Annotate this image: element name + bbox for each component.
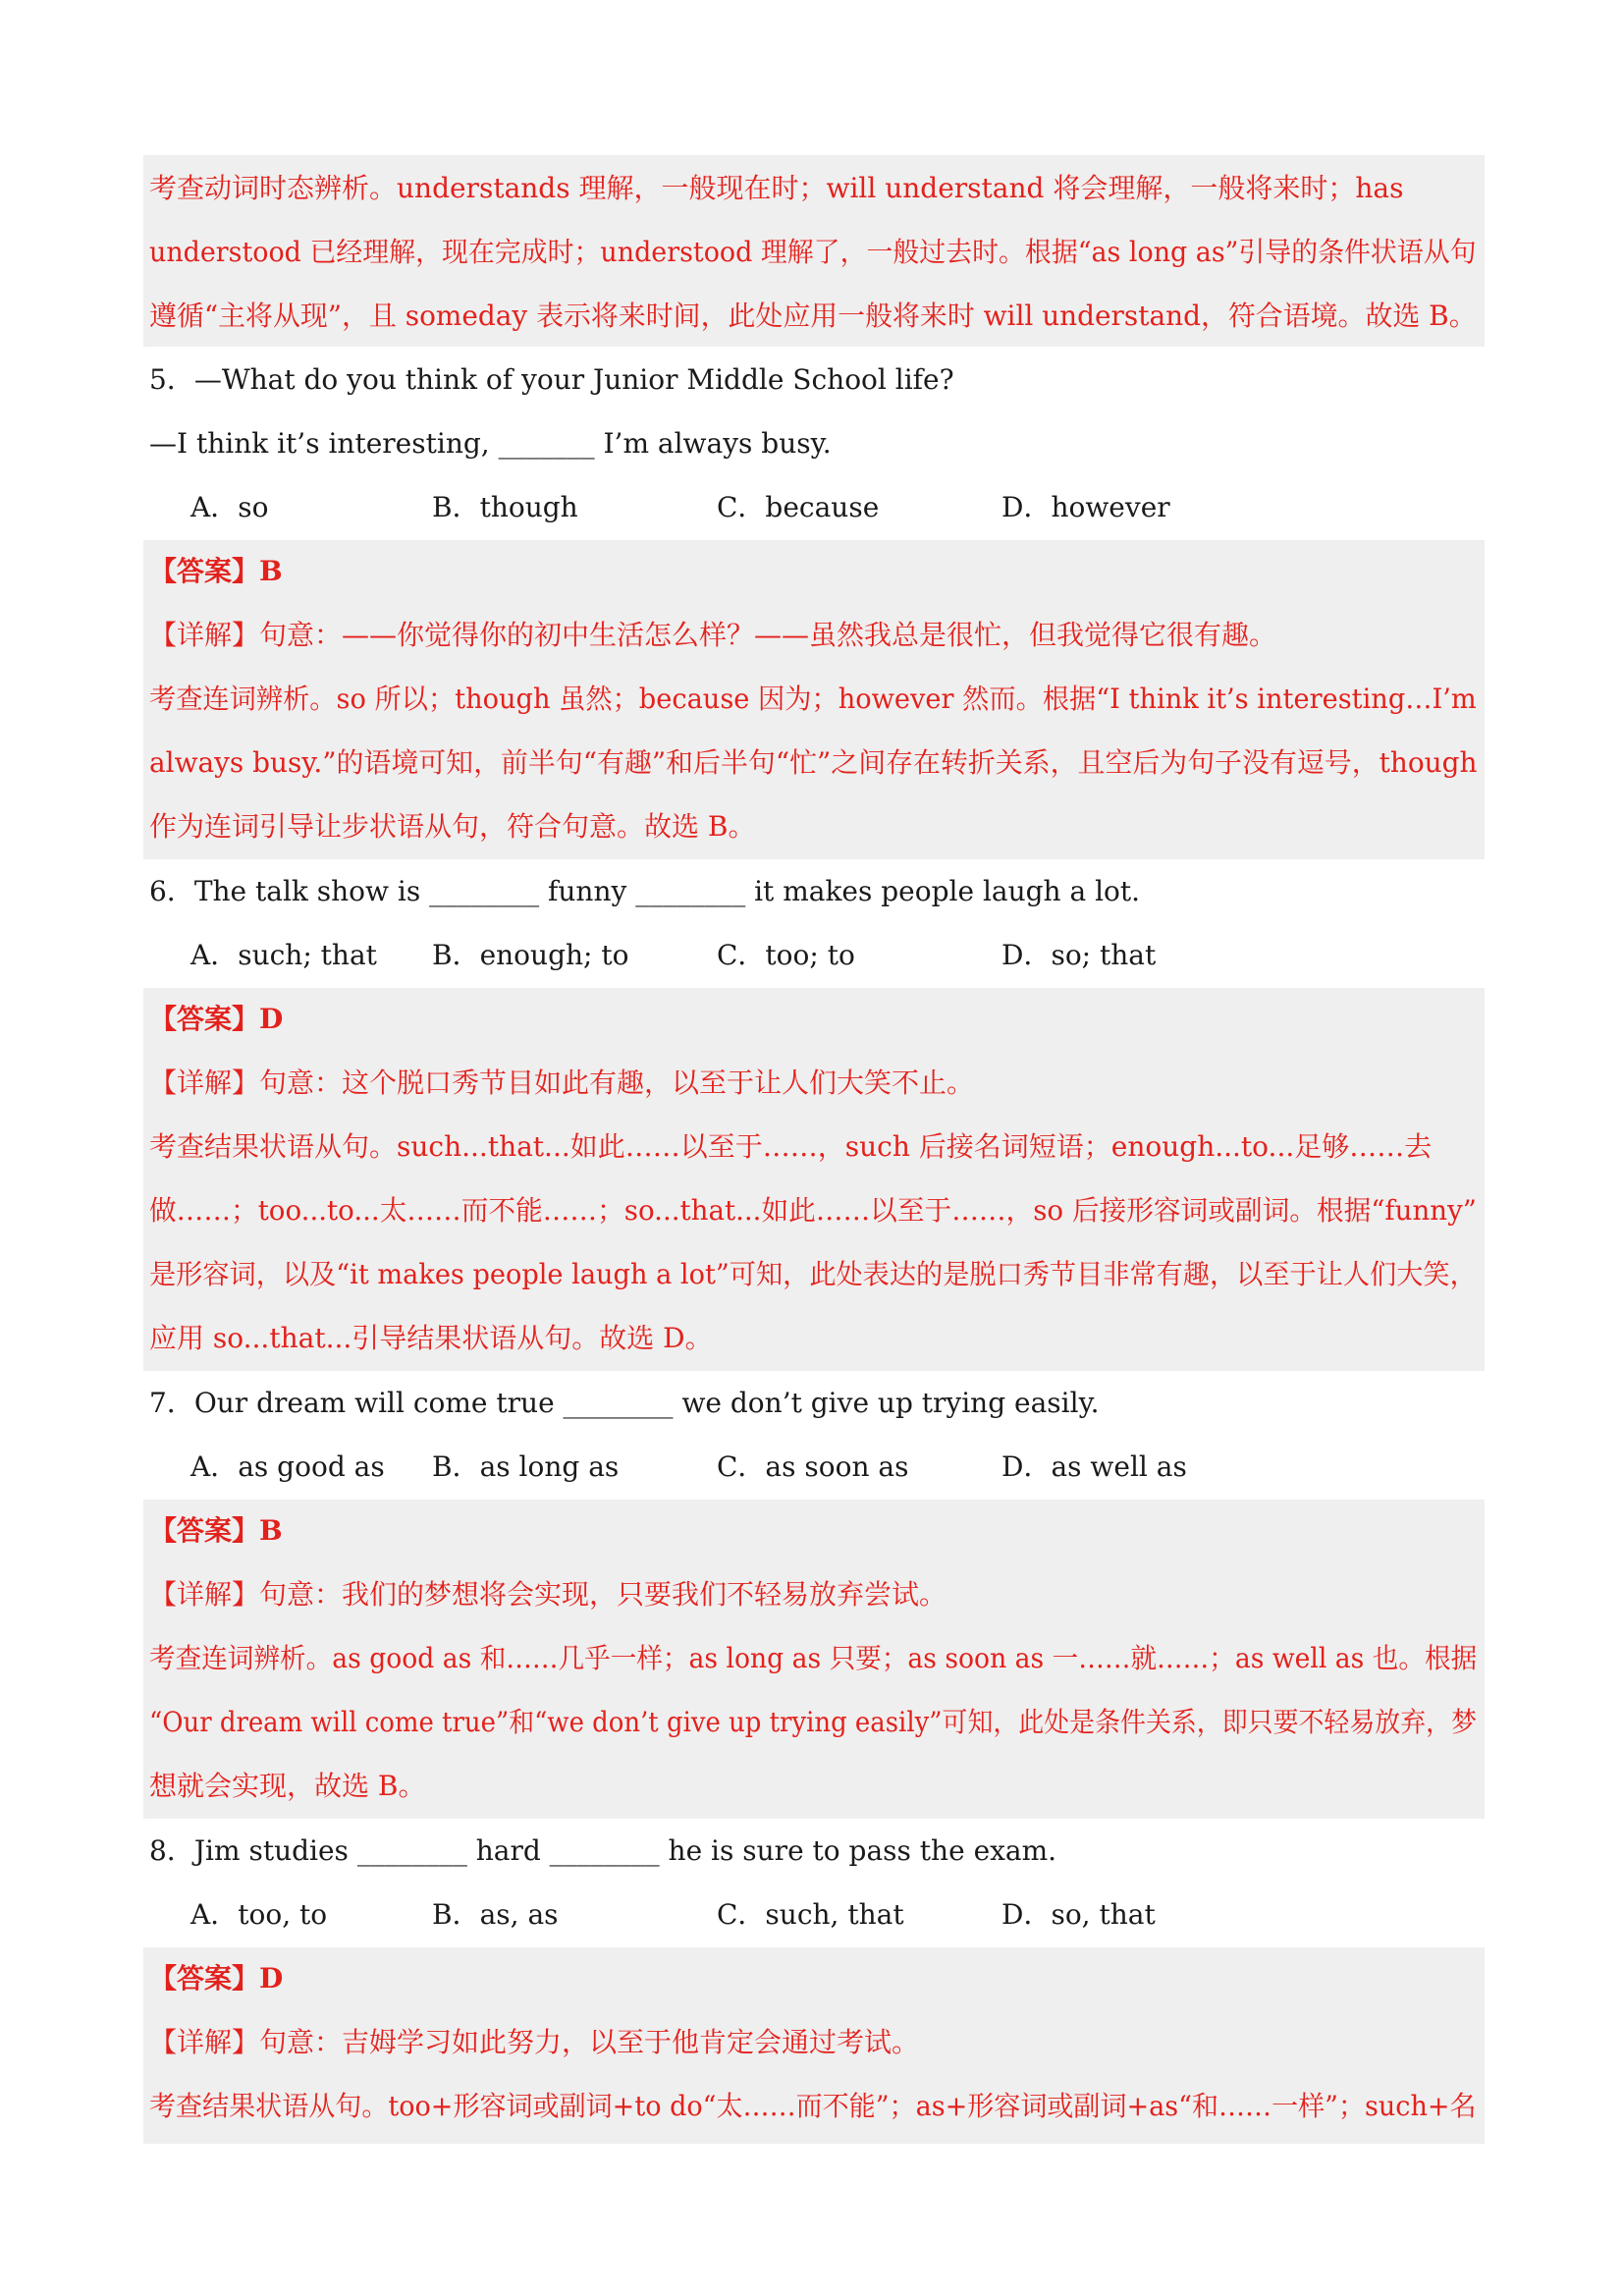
question-7-explanation-line-1: 考查连词辨析。as good as 和……几乎一样；as long as 只要；as soon as 一……就……；as well as 也。根据	[149, 1642, 1478, 1674]
question-6-option-a: A．such; that	[190, 939, 377, 971]
question-7-option-b: B．as long as	[432, 1450, 620, 1483]
question-7-option-c: C．as soon as	[717, 1450, 909, 1483]
question-6-stem: 6．The talk show is ________ funny ________ it makes people laugh a lot.	[149, 875, 1141, 907]
question-8-detail: 【详解】句意：吉姆学习如此努力，以至于他肯定会通过考试。	[149, 2026, 920, 2058]
intro-explanation-line-3: 遵循“主将从现”，且 someday 表示将来时间，此处应用一般将来时 will understand，符合语境。故选 B。	[149, 300, 1477, 332]
question-7-option-a: A．as good as	[190, 1450, 385, 1483]
question-6-detail: 【详解】句意：这个脱口秀节目如此有趣，以至于让人们大笑不止。	[149, 1066, 975, 1099]
question-6-explanation-line-2: 做……；too...to...太……而不能……；so...that...如此……以至于……，so 后接形容词或副词。根据“funny”	[149, 1194, 1477, 1227]
question-6-option-b: B．enough; to	[432, 939, 629, 971]
question-7-stem: 7．Our dream will come true ________ we don’t give up trying easily.	[149, 1387, 1100, 1419]
question-6-answer: 【答案】D	[149, 1003, 284, 1035]
question-5-option-d: D．however	[1001, 491, 1170, 523]
question-8-stem: 8．Jim studies ________ hard ________ he is sure to pass the exam.	[149, 1834, 1057, 1867]
question-8-option-b: B．as, as	[432, 1898, 559, 1931]
question-8-answer: 【答案】D	[149, 1962, 284, 1995]
question-7-option-d: D．as well as	[1001, 1450, 1187, 1483]
question-5-explanation-line-1: 考查连词辨析。so 所以；though 虽然；because 因为；however 然而。根据“I think it’s interesting…I’m	[149, 683, 1477, 715]
question-5-stem-line-2: —I think it’s interesting, _______ I’m always busy.	[149, 427, 832, 460]
question-5-stem-line-1: 5．—What do you think of your Junior Middle School life?	[149, 363, 954, 396]
question-6-explanation-line-4: 应用 so...that...引导结果状语从句。故选 D。	[149, 1322, 713, 1354]
question-6-explanation-line-1: 考查结果状语从句。such...that...如此……以至于……，such 后接名词短语；enough...to...足够……去	[149, 1130, 1433, 1163]
question-8-option-c: C．such, that	[717, 1898, 904, 1931]
intro-explanation-line-1: 考查动词时态辨析。understands 理解，一般现在时；will understand 将会理解，一般将来时；has	[149, 172, 1404, 204]
question-7-detail: 【详解】句意：我们的梦想将会实现，只要我们不轻易放弃尝试。	[149, 1578, 947, 1611]
question-8-option-d: D．so, that	[1001, 1898, 1156, 1931]
intro-explanation-line-2: understood 已经理解，现在完成时；understood 理解了，一般过去时。根据“as long as”引导的条件状语从句	[149, 236, 1477, 268]
question-8-explanation-line-1: 考查结果状语从句。too+形容词或副词+to do“太……而不能”；as+形容词或副词+as“和……一样”；such+名	[149, 2090, 1477, 2122]
question-7-answer: 【答案】B	[149, 1514, 283, 1547]
question-5-explanation-line-3: 作为连词引导让步状语从句，符合句意。故选 B。	[149, 810, 756, 843]
question-8-option-a: A．too, to	[190, 1898, 328, 1931]
question-5-option-c: C．because	[717, 491, 880, 523]
question-7-explanation-line-3: 想就会实现，故选 B。	[149, 1770, 426, 1802]
question-5-explanation-line-2: always busy.”的语境可知，前半句“有趣”和后半句“忙”之间存在转折关系，且空后为句子没有逗号，though	[149, 746, 1478, 779]
question-5-option-b: B．though	[432, 491, 578, 523]
question-5-answer: 【答案】B	[149, 555, 283, 587]
question-5-option-a: A．so	[190, 491, 269, 523]
question-6-explanation-line-3: 是形容词，以及“it makes people laugh a lot”可知，此处表达的是脱口秀节目非常有趣，以至于让人们大笑，	[149, 1258, 1477, 1290]
question-6-option-d: D．so; that	[1001, 939, 1157, 971]
question-6-answer-block	[143, 988, 1485, 1371]
question-5-detail: 【详解】句意：——你觉得你的初中生活怎么样？——虽然我总是很忙，但我觉得它很有趣。	[149, 619, 1277, 651]
question-6-option-c: C．too; to	[717, 939, 855, 971]
question-7-explanation-line-2: “Our dream will come true”和“we don’t give up trying easily”可知，此处是条件关系，即只要不轻易放弃，梦	[149, 1706, 1478, 1738]
